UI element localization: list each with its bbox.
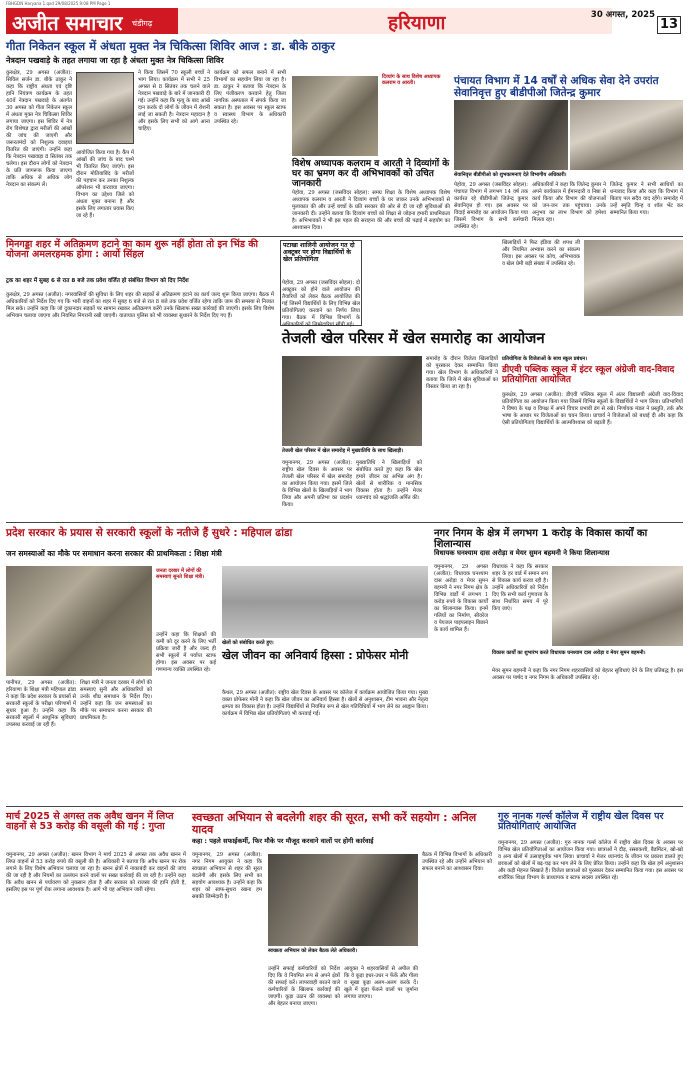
print-slug: FBHGDN Haryana 1.qxd 29/08/2025 9:08 PM Page 1	[6, 1, 111, 6]
article-headline-box	[6, 528, 366, 548]
article-subhead: विधायक घनश्याम दास अरोड़ा व मेयर सुमन बहमनी ने किया शिलान्यास	[434, 549, 610, 557]
section-divider	[6, 236, 683, 237]
article-headline-box	[502, 366, 683, 388]
photo-caption-box	[282, 448, 422, 456]
article-body: कार्यक्रम को सफल बनाने में सभी विभागों का सहयोग लिया जा रहा है। डा. ठाकुर ने बताया कि नेत्रदान के लिए पंजीकरण करवाने हेतु जिला नागरिक अस्पताल में संपर्क किया जा सकता है। इस अवसर पर स्कूल स्टाफ व स्वास्थ्य विभाग के अधिकारी उपस्थित रहे।	[214, 70, 286, 125]
article-body: उन्होंने कहा कि शिक्षकों की कमी को दूर करने के लिए भर्ती प्रक्रिया जारी है और जल्द ही सभी स्कूलों में पर्याप्त स्टाफ होगा। इस अवसर पर कई गणमान्य व्यक्ति उपस्थित रहे।	[156, 632, 216, 673]
article-body: पेहोवा, 29 अगस्त (जसविंदर सोहल): पंचायत विभाग में लगभग 14 वर्ष तक कार्यरत रहे बीडीपीओ जितेन्द्र कुमार सेवानिवृत्त हो गए। इस अवसर पर विदाई समारोह का आयोजन किया गया जिसमें विभाग के सभी कर्मचारी उपस्थित रहे।	[454, 182, 528, 230]
news-photo	[552, 566, 683, 646]
article-subhead-box	[6, 56, 296, 68]
photo-caption: स्वच्छता अभियान को लेकर बैठक लेते अधिकारी।	[268, 948, 358, 954]
article-body: ने किया जिसमें 70 स्कूली बच्चों ने भाग लिया। कार्यक्रम में सभी ने 25 अगस्त से 8 सितंबर तक चलने वाले नेत्रदान पखवाड़े के बारे में जानकारी दी गई। उन्होंने कहा कि मृत्यु के बाद आंखें दान करके दो लोगों के जीवन में रोशनी लाई जा सकती है। नेत्रदान महादान है और इसके लिए सभी को आगे आना चाहिए।	[138, 70, 210, 132]
article-body: शिक्षा मंत्री ने जनता दरबार में लोगों की समस्याएं सुनी और अधिकारियों को उनके शीघ्र समाधान के निर्देश दिए। उन्होंने कहा कि जन समस्याओं का मौके पर समाधान करना सरकार की प्राथमिकता है।	[80, 680, 152, 721]
article-subhead: जन समस्याओं का मौके पर समाधान करना सरकार की प्राथमिकता : शिक्षा मंत्री	[6, 549, 222, 558]
photo-caption: सेवानिवृत्त बीडीपीओ को शुभकामनाएं देते विभागीय अधिकारी।	[454, 172, 567, 178]
photo-caption-box	[222, 640, 428, 648]
article-headline-box	[292, 159, 450, 189]
photo-caption: प्रतियोगिता के विजेताओं के साथ स्कूल प्रबंधन।	[502, 356, 588, 362]
news-photo	[570, 100, 683, 170]
news-photo	[282, 356, 422, 446]
photo-caption-box	[454, 172, 683, 180]
section-band	[178, 8, 612, 34]
article-headline-box	[498, 812, 683, 836]
photo-caption: दिव्यांग के साथ विशेष अध्यापक कलराम व आरती।	[382, 74, 441, 87]
section-divider	[6, 806, 683, 807]
newspaper-logo	[6, 8, 178, 34]
article-headline: मिनगड्डा शहर में अतिक्रमण हटाने का काम शुरू नहीं होता तो इन भिंड की योजना अमलरहमक होगा : आर्यो सिंहल	[6, 239, 258, 261]
article-headline: मार्च 2025 से अगस्त तक अवैध खनन में लिप्त वाहनों से 53 करोड़ की वसूली की गई : गुप्ता	[6, 811, 174, 833]
article-subhead-box	[192, 838, 492, 848]
newspaper-title: अजीत समाचार	[12, 11, 123, 35]
portrait-photo	[76, 72, 134, 144]
article-body: पानीपत, 29 अगस्त (अजीत): हरियाणा के शिक्षा मंत्री महिपाल ढांडा ने कहा कि प्रदेश सरकार के प्रयासों से सरकारी स्कूलों के परीक्षा परिणामों में सुधार हुआ है। उन्होंने कहा कि सरकारी स्कूलों में आधुनिक सुविधाएं उपलब्ध करवाई जा रही हैं।	[6, 680, 76, 728]
article-body: बैठक में विभिन्न विभागों के अधिकारी उपस्थित रहे और उन्होंने अभियान को सफल बनाने का आश्वासन दिया।	[422, 852, 492, 872]
article-subhead-box	[6, 550, 296, 562]
article-body: पेहोवा, 29 अगस्त (जसविंदर सोहल): दो अक्टूबर को होने वाले आयोजन की तैयारियों को लेकर बैठक आयोजित की गई जिसमें विद्यार्थियों के लिए विभिन्न खेल प्रतियोगिताएं करवाने का निर्णय लिया गया। बैठक में विभिन्न विभागों के अधिकारियों को जिम्मेदारियां सौंपी गई।	[282, 280, 360, 328]
article-headline: गुरु नानक गर्ल्स कॉलेज में राष्ट्रीय खेल दिवस पर प्रतियोगिताएं आयोजित	[498, 811, 664, 833]
article-body: आयुक्त ने शहरवासियों से अपील की कि वे कूड़ा इधर-उधर न फेंकें और गीला व सूखा कूड़ा अलग-अलग करके दें। खुले में कूड़ा फेंकने वालों पर जुर्माना लगाया जाएगा।	[344, 966, 418, 1000]
photo-caption-box	[502, 356, 683, 364]
photo-caption-box	[492, 650, 683, 664]
photo-caption: विकास कार्यों का शुभारंभ करते विधायक घनश्याम दास अरोड़ा व मेयर सुमन बहमनी।	[492, 650, 646, 656]
article-headline-box	[222, 650, 428, 686]
article-headline: खेल जीवन का अनिवार्य हिस्सा : प्रोफेसर मोनी	[222, 649, 409, 662]
article-headline: विशेष अध्यापक कलराम व आरती ने दिव्यांगों के घर का भ्रमण कर दी अभिभावकों को उचित जानकारी	[292, 159, 450, 189]
article-body: समारोह के दौरान विजेता खिलाड़ियों को पुरस्कार देकर सम्मानित किया गया। खेल विभाग के अधिकारियों ने बताया कि जिले में खेल सुविधाओं का विस्तार किया जा रहा है।	[426, 356, 498, 390]
news-photo	[292, 76, 378, 156]
news-photo	[454, 100, 568, 170]
article-body: यमुनानगर, 29 अगस्त (अजीत): खनन विभाग ने मार्च 2025 से अगस्त तक अवैध खनन में लिप्त वाहनों से 53 करोड़ रुपये की वसूली की है। अधिकारी ने बताया कि अवैध खनन पर रोक लगाने के लिए विशेष अभियान चलाया जा रहा है। खनन क्षेत्रों में नाकाबंदी कर वाहनों की जांच की जा रही है और नियमों का उल्लंघन करने वालों पर सख्त कार्रवाई की जा रही है। उन्होंने कहा कि अवैध खनन से पर्यावरण को नुकसान होता है और सरकार को राजस्व की हानि होती है, इसलिए इस पर पूर्ण रोक लगाना आवश्यक है। आगे भी यह अभियान जारी रहेगा।	[6, 852, 186, 893]
article-body: जितेन्द्र कुमार ने सभी साथियों का धन्यवाद किया और कहा कि विभाग में बिताए पल सदैव याद रहेंगे। समारोह में उन्हें स्मृति चिन्ह व शॉल भेंट कर सम्मानित किया गया।	[610, 182, 683, 216]
article-body: यमुनानगर, 29 अगस्त (अजीत): विधायक घनश्याम दास अरोड़ा व मेयर सुमन बहमनी ने नगर निगम क्षेत्र के विभिन्न वार्डों में लगभग 1 करोड़ रुपये के विकास कार्यों का शिलान्यास किया। इनमें गलियों का निर्माण, सीवरेज व पेयजल पाइपलाइन बिछाने के कार्य शामिल हैं।	[434, 564, 488, 633]
article-body: कुरुक्षेत्र, 29 अगस्त (अजीत): सिविल सर्जन डा. बीके ठाकुर ने कहा कि राष्ट्रीय अंधता एवं दृष्टि हानि नियंत्रण कार्यक्रम के तहत 40वें नेत्रदान पखवाड़े के अंतर्गत 30 अगस्त को गीता निकेतन स्कूल में अंधता मुक्त नेत्र चिकित्सा शिविर लगाया जाएगा। इस शिविर में नेत्र रोग विशेषज्ञ द्वारा मरीजों की आंखों की जांच की जाएगी और जरूरतमंदों को निशुल्क दवाइयां वितरित की जाएंगी। उन्होंने कहा कि नेत्रदान पखवाड़ा 8 सितंबर तक चलेगा। इस दौरान लोगों को नेत्रदान के प्रति जागरूक किया जाएगा ताकि अधिक से अधिक लोग नेत्रदान का संकल्प लें।	[6, 70, 72, 188]
photo-caption-box	[156, 568, 216, 628]
article-headline: स्वच्छता अभियान से बदलेगी शहर की सूरत, सभी करें सहयोग : अनिल यादव	[192, 811, 477, 837]
article-headline: गीता निकेतन स्कूल में अंधता मुक्त नेत्र चिकित्सा शिविर आज : डा. बीके ठाकुर	[6, 39, 335, 53]
article-subhead: ट्रक का शहर में सुबह 6 से रात 8 बजे तक प्रवेश वर्जित हो संबंधित विभाग को दिए निर्देश	[6, 278, 189, 284]
article-body: विधायक ने कहा कि सरकार शहर के हर वार्ड में समान रूप से विकास कार्य करवा रही है। उन्होंने अधिकारियों को निर्देश दिए कि सभी कार्य गुणवत्ता के साथ निर्धारित समय में पूरे किए जाएं।	[492, 564, 548, 612]
article-body: कुरुक्षेत्र, 29 अगस्त (अजीत): नगरवासियों की सुविधा के लिए शहर की सड़कों से अतिक्रमण हटाने का कार्य जल्द शुरू किया जाएगा। बैठक में अधिकारियों को निर्देश दिए गए कि भारी वाहनों का शहर में सुबह 6 बजे से रात 8 बजे तक प्रवेश वर्जित रहेगा ताकि जाम की समस्या से निजात मिल सके। उन्होंने कहा कि जो दुकानदार सड़कों पर सामान रखकर अतिक्रमण करेंगे उनके खिलाफ सख्त कार्रवाई की जाएगी। इसके लिए विशेष अभियान चलाया जाएगा और नियमित निगरानी रखी जाएगी। यातायात पुलिस को भी व्यवस्था सुधारने के निर्देश दिए गए हैं।	[6, 292, 274, 319]
photo-caption: तेजली खेल परिसर में खेल समारोह में मुख्यातिथि के साथ खिलाड़ी।	[282, 448, 404, 454]
article-body: कुरुक्षेत्र, 29 अगस्त (अजीत): डीएवी पब्लिक स्कूल में अंतर विद्यालयी अंग्रेजी वाद-विवाद प्रतियोगिता का आयोजन किया गया जिसमें विभिन्न स्कूलों के विद्यार्थियों ने भाग लिया। प्रतिभागियों ने विषय के पक्ष व विपक्ष में अपने विचार प्रभावी ढंग से रखे। निर्णायक मंडल ने प्रस्तुति, तर्क और भाषा के आधार पर विजेताओं का चयन किया। प्राचार्य ने विजेताओं को बधाई दी और कहा कि ऐसी प्रतियोगिताएं विद्यार्थियों के आत्मविश्वास को बढ़ाती हैं।	[502, 392, 683, 426]
masthead	[6, 8, 681, 34]
news-photo	[222, 566, 428, 638]
article-body: खिलाड़ियों ने फिट इंडिया की शपथ ली और नियमित अभ्यास करने का संकल्प लिया। इस अवसर पर कोच, अभिभावक व खेल प्रेमी बड़ी संख्या में उपस्थित रहे।	[502, 240, 580, 267]
photo-caption: खेलों को संबोधित करते हुए।	[222, 640, 274, 646]
article-body: यमुनानगर, 29 अगस्त (अजीत): राष्ट्रीय खेल दिवस के अवसर पर तेजली खेल परिसर में खेल समारोह का आयोजन किया गया। इसमें जिले के विभिन्न खेलों के खिलाड़ियों ने भाग लिया और अपनी प्रतिभा का प्रदर्शन किया।	[282, 460, 352, 508]
article-body: यमुनानगर, 29 अगस्त (अजीत): गुरु नानक गर्ल्स कॉलेज में राष्ट्रीय खेल दिवस के अवसर पर विभिन्न खेल प्रतियोगिताओं का आयोजन किया गया। छात्राओं ने दौड़, रस्साकशी, बैडमिंटन, खो-खो व अन्य खेलों में उत्साहपूर्वक भाग लिया। प्राचार्या ने मेजर ध्यानचंद के जीवन पर प्रकाश डालते हुए छात्राओं को खेलों में बढ़-चढ़ कर भाग लेने के लिए प्रेरित किया। उन्होंने कहा कि खेल हमें अनुशासन और कड़ी मेहनत सिखाते हैं। विजेता छात्राओं को पुरस्कार देकर सम्मानित किया गया। इस अवसर पर शारीरिक शिक्षा विभाग के प्राध्यापक व स्टाफ सदस्य उपस्थित रहे।	[498, 840, 683, 881]
article-body: उन्होंने सफाई कर्मचारियों को निर्देश दिए कि वे नियमित रूप से अपने क्षेत्रों की सफाई करें। लापरवाही बरतने वाले कर्मचारियों के खिलाफ कार्रवाई की जाएगी। कूड़ा उठान की व्यवस्था को और बेहतर बनाया जाएगा।	[268, 966, 340, 1007]
article-subhead: कहा : पहले सफाईकर्मी, फिर मौके पर मौजूद करवाने वालों पर होगी कार्रवाई	[192, 837, 374, 845]
news-photo	[584, 240, 683, 316]
article-subhead: नेत्रदान पखवाड़े के तहत लगाया जा रहा है अंधता मुक्त नेत्र चिकित्सा शिविर	[6, 56, 224, 65]
photo-caption-box	[382, 74, 444, 154]
section-title: हरियाणा	[388, 12, 446, 34]
article-subhead-box	[6, 278, 274, 290]
article-headline: तेजली खेल परिसर में खेल समारोह का आयोजन	[282, 329, 545, 347]
article-headline: डीएवी पब्लिक स्कूल में इंटर स्कूल अंग्रेजी वाद-विवाद प्रतियोगिता आयोजित	[502, 365, 675, 385]
article-body: आयोजित किया गया है। कैंप में आंखों की जांच के बाद चश्मे भी वितरित किए जाएंगे। इस दौरान मोतियाबिंद के मरीजों की पहचान कर उनका निशुल्क ऑपरेशन भी करवाया जाएगा। विभाग का उद्देश्य जिले को अंधता मुक्त बनाना है और इसके लिए लगातार प्रयास किए जा रहे हैं।	[76, 150, 134, 219]
edition-city: चंडीगढ़	[132, 19, 153, 28]
article-body: पेहोवा, 29 अगस्त (जसविंदर सोहल): समग्र शिक्षा के विशेष अध्यापक विशेष अध्यापक कलराम व आरती ने दिव्यांग बच्चों के घर जाकर उनके अभिभावकों से मुलाकात की और उन्हें बच्चों के प्रति सरकार की ओर से दी जा रही सुविधाओं की जानकारी दी। उन्होंने बताया कि दिव्यांग बच्चों को शिक्षा से जोड़ना हमारी प्राथमिकता है। अभिभावकों ने भी इस पहल की सराहना की और बच्चों की पढ़ाई में सहयोग का आश्वासन दिया।	[292, 190, 450, 231]
photo-caption: जनता दरबार में लोगों की समस्याएं सुनते शिक्षा मंत्री।	[156, 568, 205, 581]
article-headline: पंचायत विभाग में 14 वर्षों से अधिक सेवा देने उपरांत सेवानिवृत्त हुए बीडीपीओ जितेन्द्र कुमार	[454, 75, 659, 99]
news-photo	[6, 566, 152, 676]
article-body: मेयर सुमन बहमनी ने कहा कि नगर निगम शहरवासियों को बेहतर सुविधाएं देने के लिए प्रतिबद्ध है। इस अवसर पर पार्षद व नगर निगम के अधिकारी उपस्थित रहे।	[492, 668, 683, 681]
article-body: अधिकारियों ने कहा कि जितेन्द्र कुमार ने अपने कार्यकाल में ईमानदारी व निष्ठा से कार्य किया और विभाग की योजनाओं को जन-जन तक पहुंचाया। उनके अनुभव का लाभ विभाग को हमेशा मिलता रहा।	[532, 182, 606, 223]
article-headline-box	[434, 528, 683, 548]
issue-date: 30 अगस्त, 2025	[590, 10, 655, 20]
article-body: मुख्यातिथि ने खिलाड़ियों को संबोधित करते हुए कहा कि खेल हमारे जीवन का अभिन्न अंग है। खेलों से शारीरिक व मानसिक विकास होता है। उन्होंने मेजर ध्यानचंद को श्रद्धांजलि अर्पित की।	[356, 460, 422, 501]
page-number: 13	[657, 16, 681, 34]
article-headline-box	[192, 812, 492, 836]
photo-caption-box	[268, 948, 418, 962]
article-headline: प्रदेश सरकार के प्रयास से सरकारी स्कूलों के नतीजे हैं सुधरे : महिपाल ढांडा	[6, 527, 293, 539]
article-body: यमुनानगर, 29 अगस्त (अजीत): नगर निगम आयुक्त ने कहा कि स्वच्छता अभियान से शहर की सूरत बदलेगी और इसके लिए सभी का सहयोग आवश्यक है। उन्होंने कहा कि शहर को साफ-सुथरा रखना हम सबकी जिम्मेदारी है।	[192, 852, 262, 900]
article-body: कैथल, 29 अगस्त (अजीत): राष्ट्रीय खेल दिवस के अवसर पर कॉलेज में कार्यक्रम आयोजित किया गया। मुख्य वक्ता प्रोफेसर मोनी ने कहा कि खेल जीवन का अनिवार्य हिस्सा है। खेलों से अनुशासन, टीम भावना और नेतृत्व क्षमता का विकास होता है। उन्होंने विद्यार्थियों से नियमित रूप से खेल गतिविधियों में भाग लेने का आह्वान किया। कार्यक्रम में विभिन्न खेल प्रतियोगिताएं भी करवाई गईं।	[222, 690, 428, 717]
section-divider	[6, 522, 683, 523]
news-photo	[268, 854, 418, 946]
article-headline-box	[6, 812, 186, 848]
article-headline: पटाखा शालिनी आयोजन गत दो अक्टूबर पर होगा विद्यार्थियों के खेल प्रतियोगिता	[283, 242, 355, 263]
article-headline-box	[454, 76, 683, 98]
article-headline-box	[6, 240, 274, 274]
article-headline: नगर निगम के क्षेत्र में लगभग 1 करोड़ के विकास कार्यों का शिलान्यास	[434, 528, 648, 550]
article-subhead-box	[434, 550, 683, 560]
